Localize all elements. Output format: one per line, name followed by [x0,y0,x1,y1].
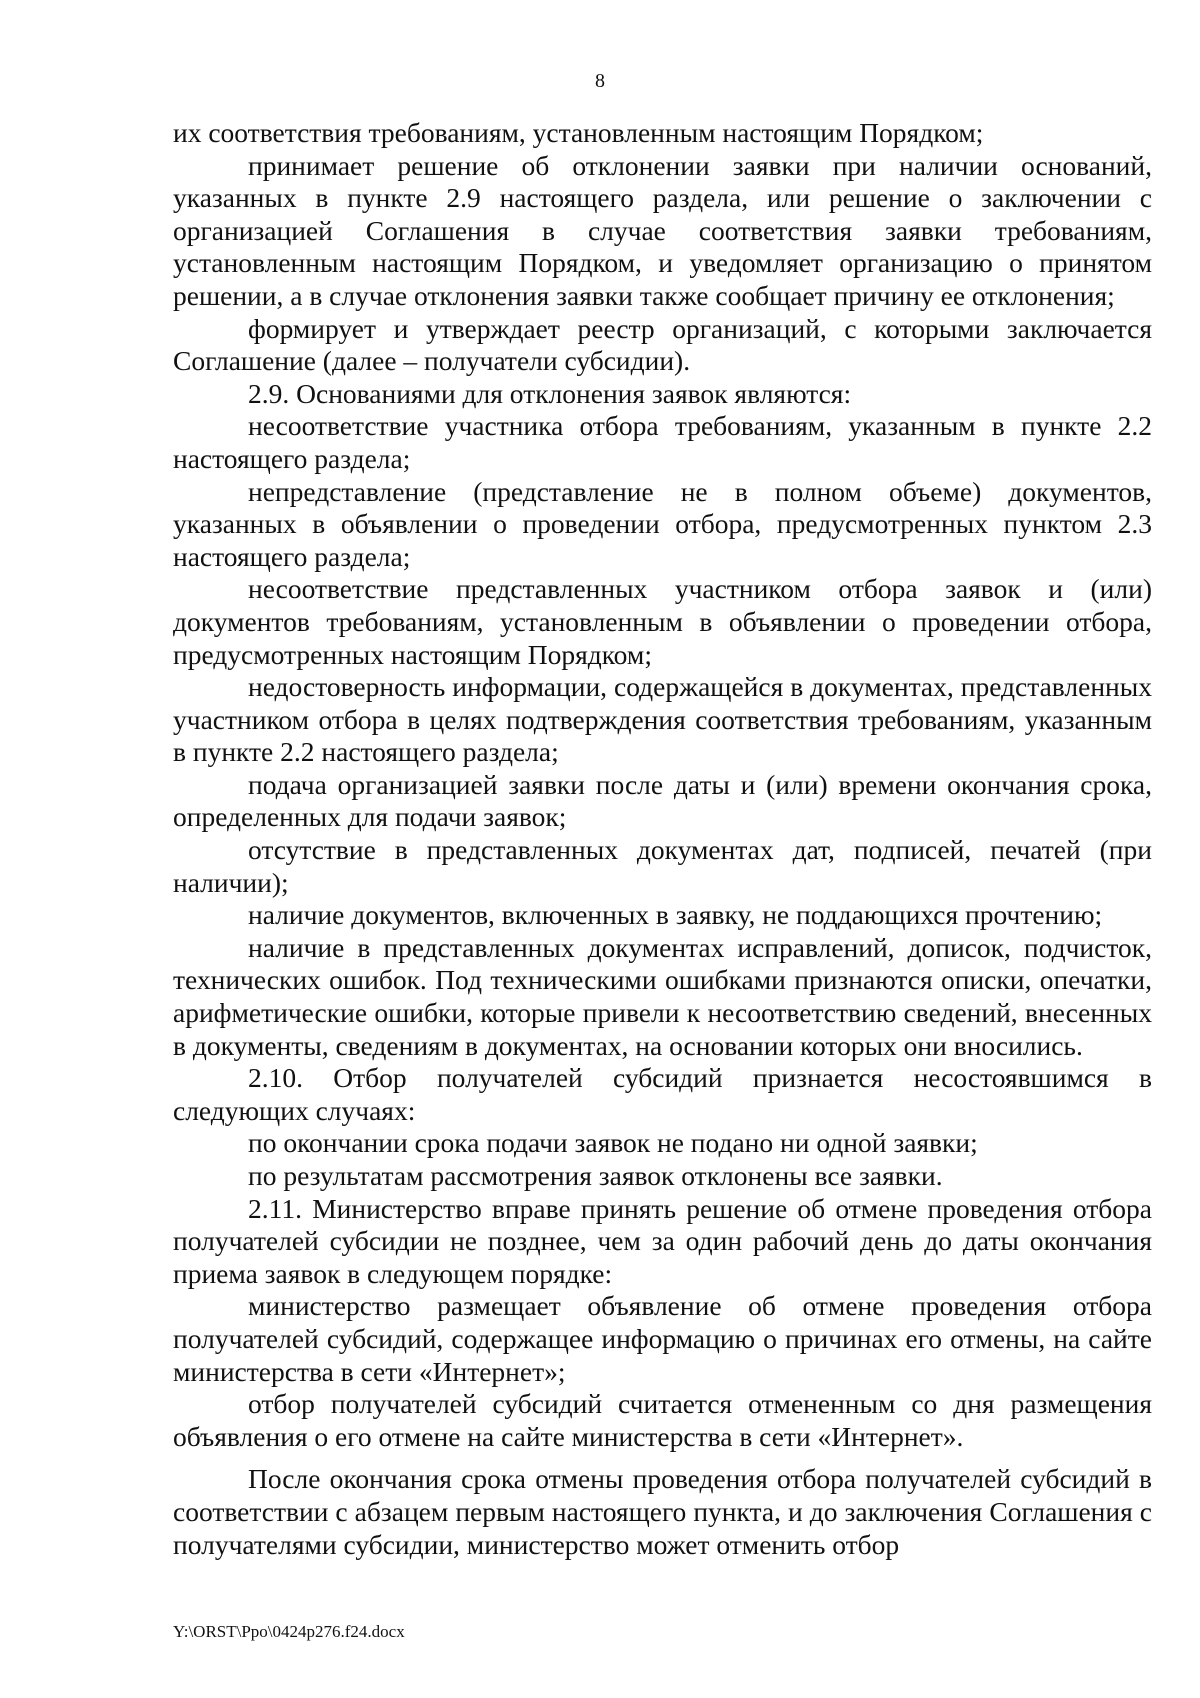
paragraph: их соответствия требованиям, установленным настоящим Порядком; [173,117,984,148]
paragraph: несоответствие представленных участником отбора заявок и (или) документов требованиям, установленным в объявлении о проведении отбора, предусмотренных настоящим Порядком; [173,573,1152,670]
paragraph: непредставление (представление не в полном объеме) документов, указанных в объявлении о проведении отбора, предусмотренных пунктом 2.3 настоящего раздела; [173,475,1152,572]
section-heading-2-9: 2.9. Основаниями для отклонения заявок являются: [248,377,852,409]
document-body [173,117,1152,1561]
paragraph: После окончания срока отмены проведения отбора получателей субсидий в соответствии с абзацем первым настоящего пункта, и до заключения Соглашения с получателями субсидии, министерство может отменить отбор [173,1463,1152,1560]
paragraph: формирует и утверждает реестр организаций, с которыми заключается Соглашение (далее – получатели субсидии). [173,312,1152,377]
file-path-footer: Y:\ORST\Ppo\0424p276.f24.docx [173,1622,405,1641]
paragraph: недостоверность информации, содержащейся в документах, представленных участником отбора в целях подтверждения соответствия требованиям, указанным в пункте 2.2 настоящего раздела; [173,671,1152,768]
paragraph: наличие в представленных документах исправлений, дописок, подчисток, технических ошибок. Под техническими ошибками признаются описки, опечатки, арифметические ошибки, которые привели к несоответствию сведений, внесенных в документы, сведениям в документах, на основании которых они вносились. [173,931,1152,1061]
section-heading-2-11: 2.11. Министерство вправе принять решение об отмене проведения отбора получателей субсидии не позднее, чем за один рабочий день до даты окончания приема заявок в следующем порядке: [173,1192,1152,1289]
paragraph: отсутствие в представленных документах дат, подписей, печатей (при наличии); [173,834,1152,898]
paragraph: министерство размещает объявление об отмене проведения отбора получателей субсидий, содержащее информацию о причинах его отмены, на сайте министерства в сети «Интернет»; [173,1290,1152,1387]
paragraph: отбор получателей субсидий считается отмененным со дня размещения объявления о его отмене на сайте министерства в сети «Интернет». [173,1388,1152,1452]
paragraph: по результатам рассмотрения заявок отклонены все заявки. [248,1160,943,1191]
page-number: 8 [595,70,605,92]
section-heading-2-10: 2.10. Отбор получателей субсидий признается несостоявшимся в следующих случаях: [173,1062,1152,1126]
paragraph: несоответствие участника отбора требованиям, указанным в пункте 2.2 настоящего раздела; [173,410,1152,474]
paragraph: наличие документов, включенных в заявку, не поддающихся прочтению; [248,899,1103,931]
paragraph: по окончании срока подачи заявок не подано ни одной заявки; [248,1127,978,1159]
paragraph: принимает решение об отклонении заявки при наличии оснований, указанных в пункте 2.9 настоящего раздела, или решение о заключении с организацией Соглашения в случае соответствия заявки требованиям, установленным настоящим Порядком, и уведомляет организацию о принятом решении, а в случае отклонения заявки также сообщает причину ее отклонения; [173,149,1152,311]
paragraph: подача организацией заявки после даты и (или) времени окончания срока, определенных для подачи заявок; [173,768,1152,833]
